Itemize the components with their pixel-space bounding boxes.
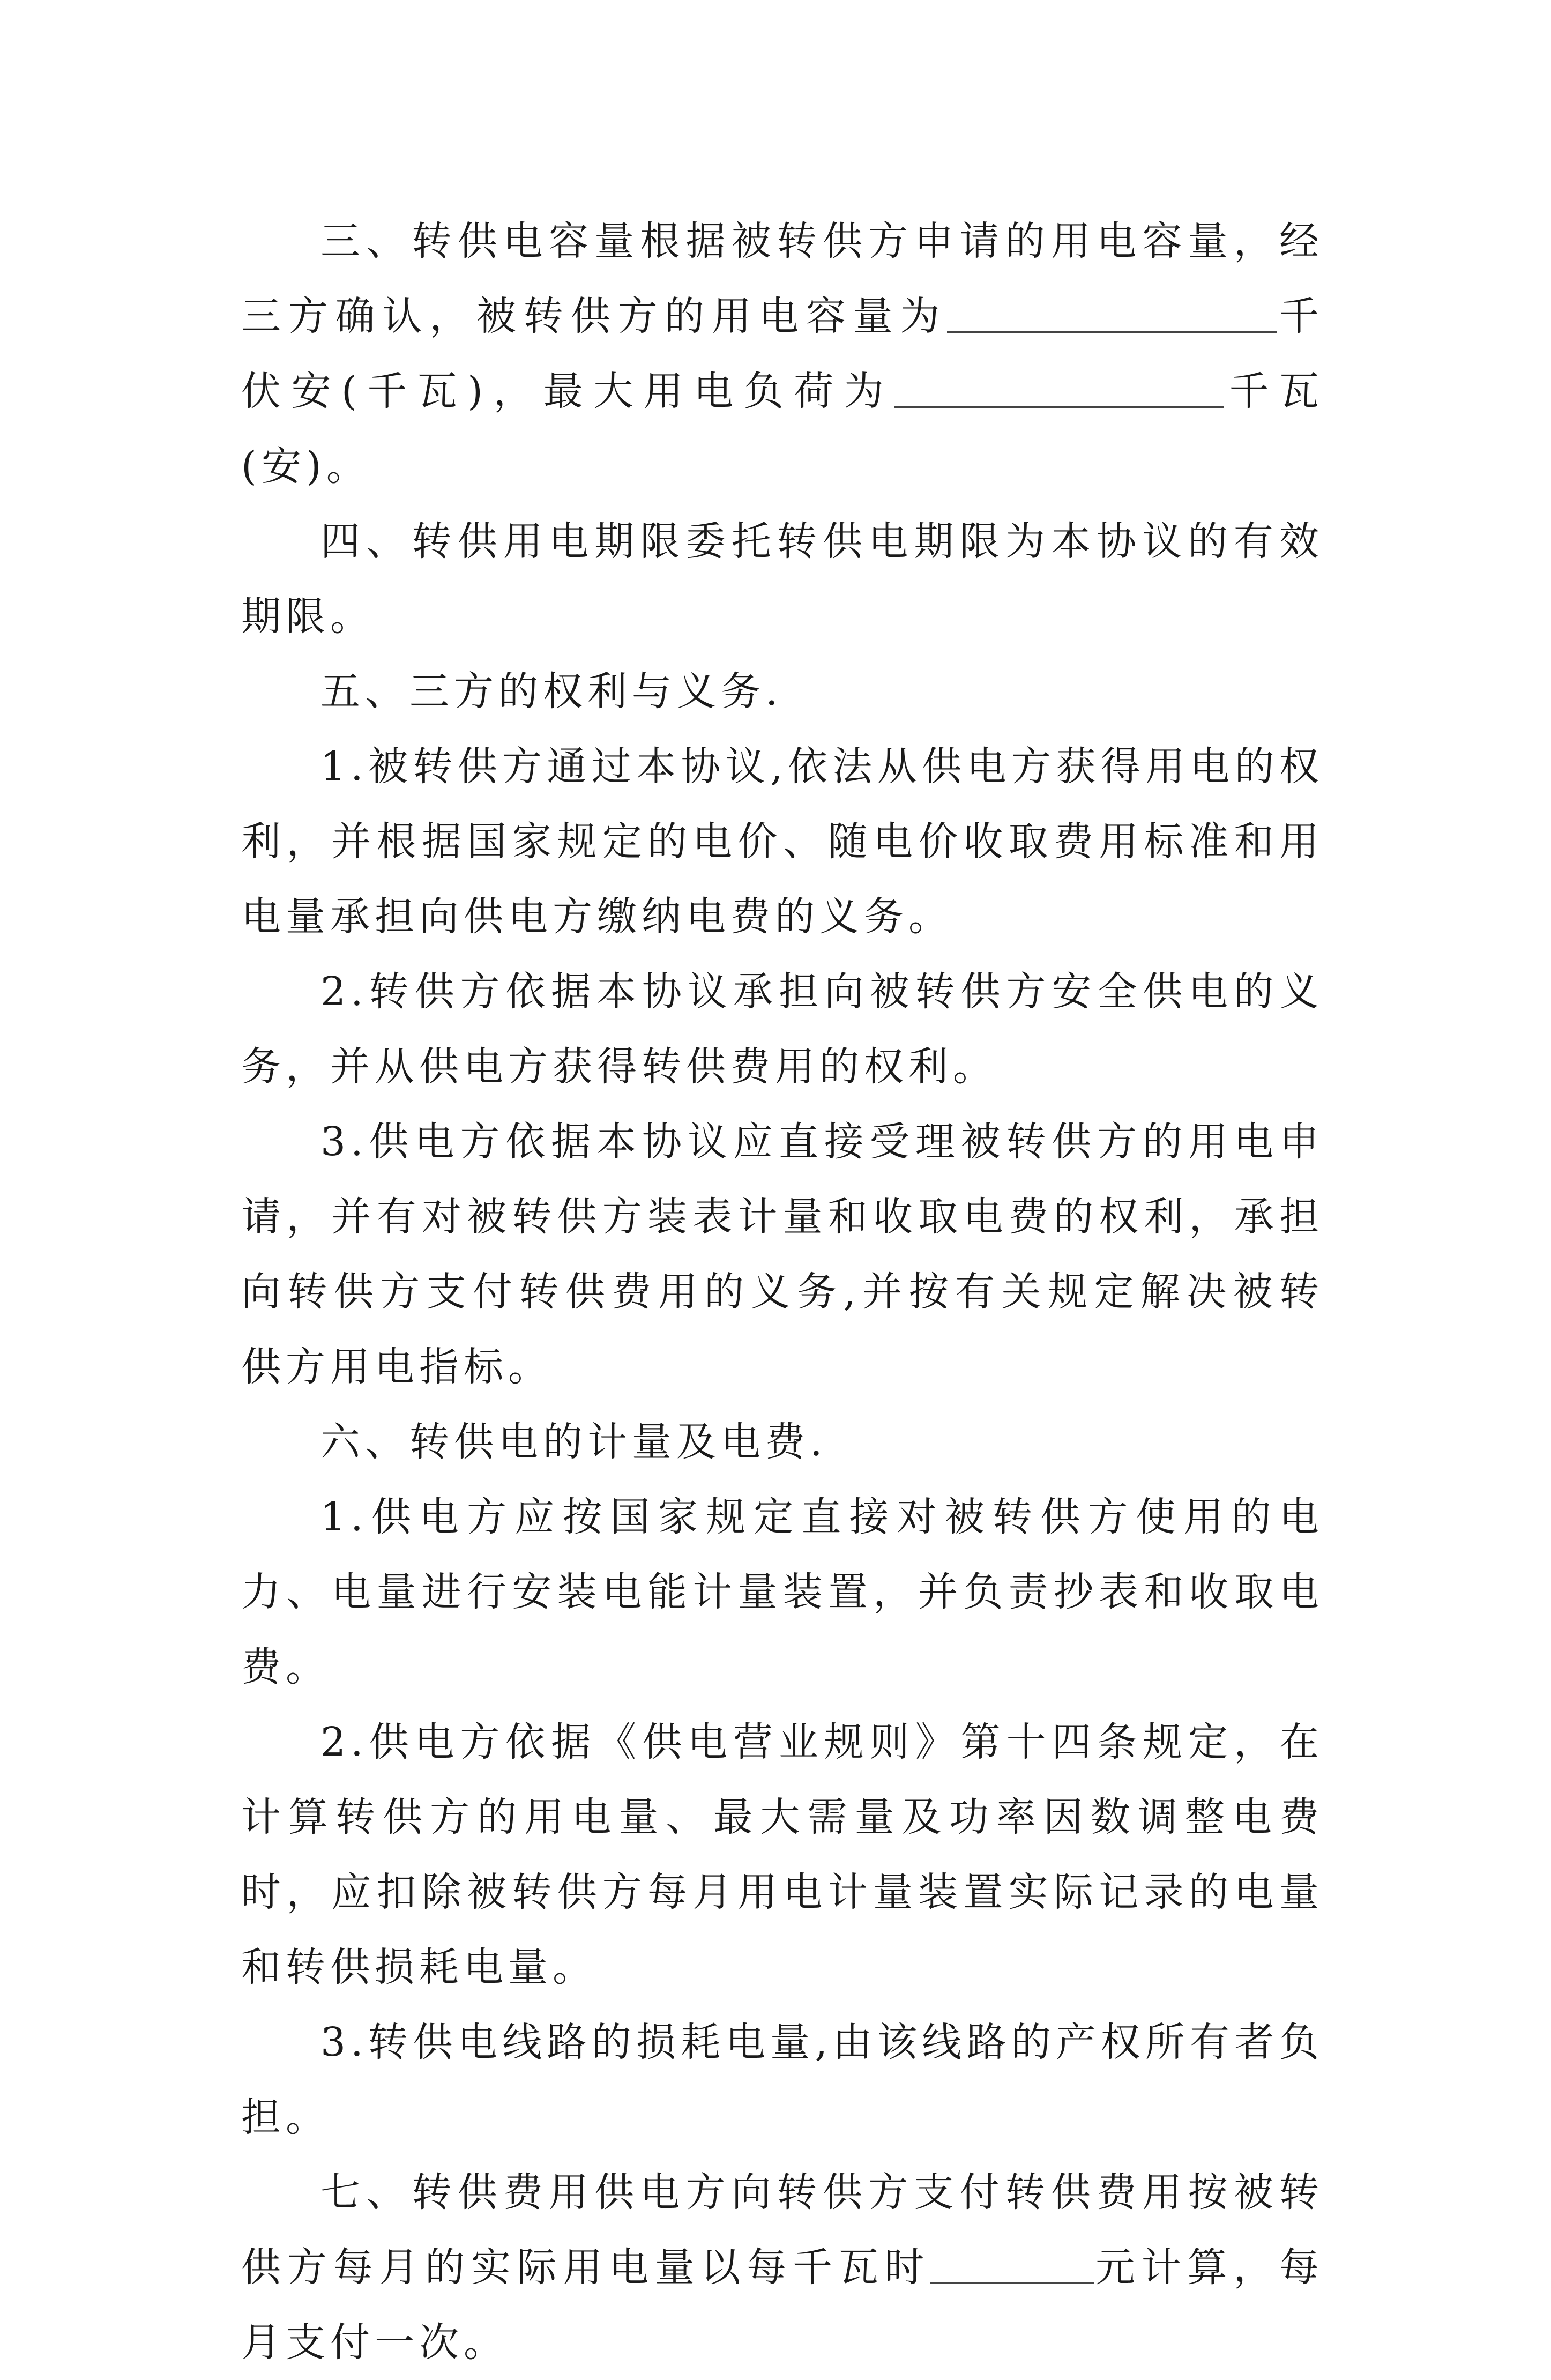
section-5-item-1: 1.被转供方通过本协议,依法从供电方获得用电的权利，并根据国家规定的电价、随电价收取费用标准和用电量承担向供电方缴纳电费的义务。 (241, 743, 1324, 940)
section-7-fees (241, 2155, 1324, 2380)
section-3-text-b: 千伏安(千瓦)，最大用电负荷为 (241, 293, 1324, 414)
section-6-item-1: 1.供电方应按国家规定直接对被转供方使用的电力、电量进行安装电能计量装置，并负责抄表和收取电费。 (241, 1494, 1324, 1690)
section-7-text-a: 七、转供费用供电方向转供方支付转供费用按被转供方每月的实际用电量以每千瓦时 (241, 2169, 1324, 2290)
section-5-heading: 五、三方的权利与义务. (320, 668, 783, 715)
section-4-term: 四、转供用电期限委托转供电期限为本协议的有效期限。 (241, 518, 1324, 639)
section-7-text-b: 元计算，每月支付一次。 (241, 2244, 1324, 2366)
section-6-item-2: 2.供电方依据《供电营业规则》第十四条规定，在计算转供方的用电量、最大需量及功率因数调整电费时，应扣除被转供方每月用电计量装置实际记录的电量和转供损耗电量。 (241, 1719, 1324, 1990)
price-per-kwh-blank (930, 2245, 1094, 2284)
section-3-text-a: 三、转供电容量根据被转供方申请的用电容量，经三方确认，被转供方的用电容量为 (241, 218, 1324, 339)
section-5-item-2: 2.转供方依据本协议承担向被转供方安全供电的义务，并从供电方获得转供费用的权利。 (241, 969, 1324, 1090)
section-5-item-3: 3.供电方依据本协议应直接受理被转供方的用电申请，并有对被转供方装表计量和收取电费的权利，承担向转供方支付转供费用的义务,并按有关规定解决被转供方用电指标。 (241, 1119, 1324, 1390)
document-body (241, 204, 1324, 2380)
section-6-heading: 六、转供电的计量及电费. (320, 1419, 827, 1465)
section-6-item-3: 3.转供电线路的损耗电量,由该线路的产权所有者负担。 (241, 2019, 1324, 2140)
section-3-text-c: 千瓦(安)。 (241, 368, 1324, 489)
max-load-blank (894, 369, 1224, 408)
capacity-kva-blank (947, 294, 1277, 333)
section-3-capacity (241, 204, 1324, 504)
